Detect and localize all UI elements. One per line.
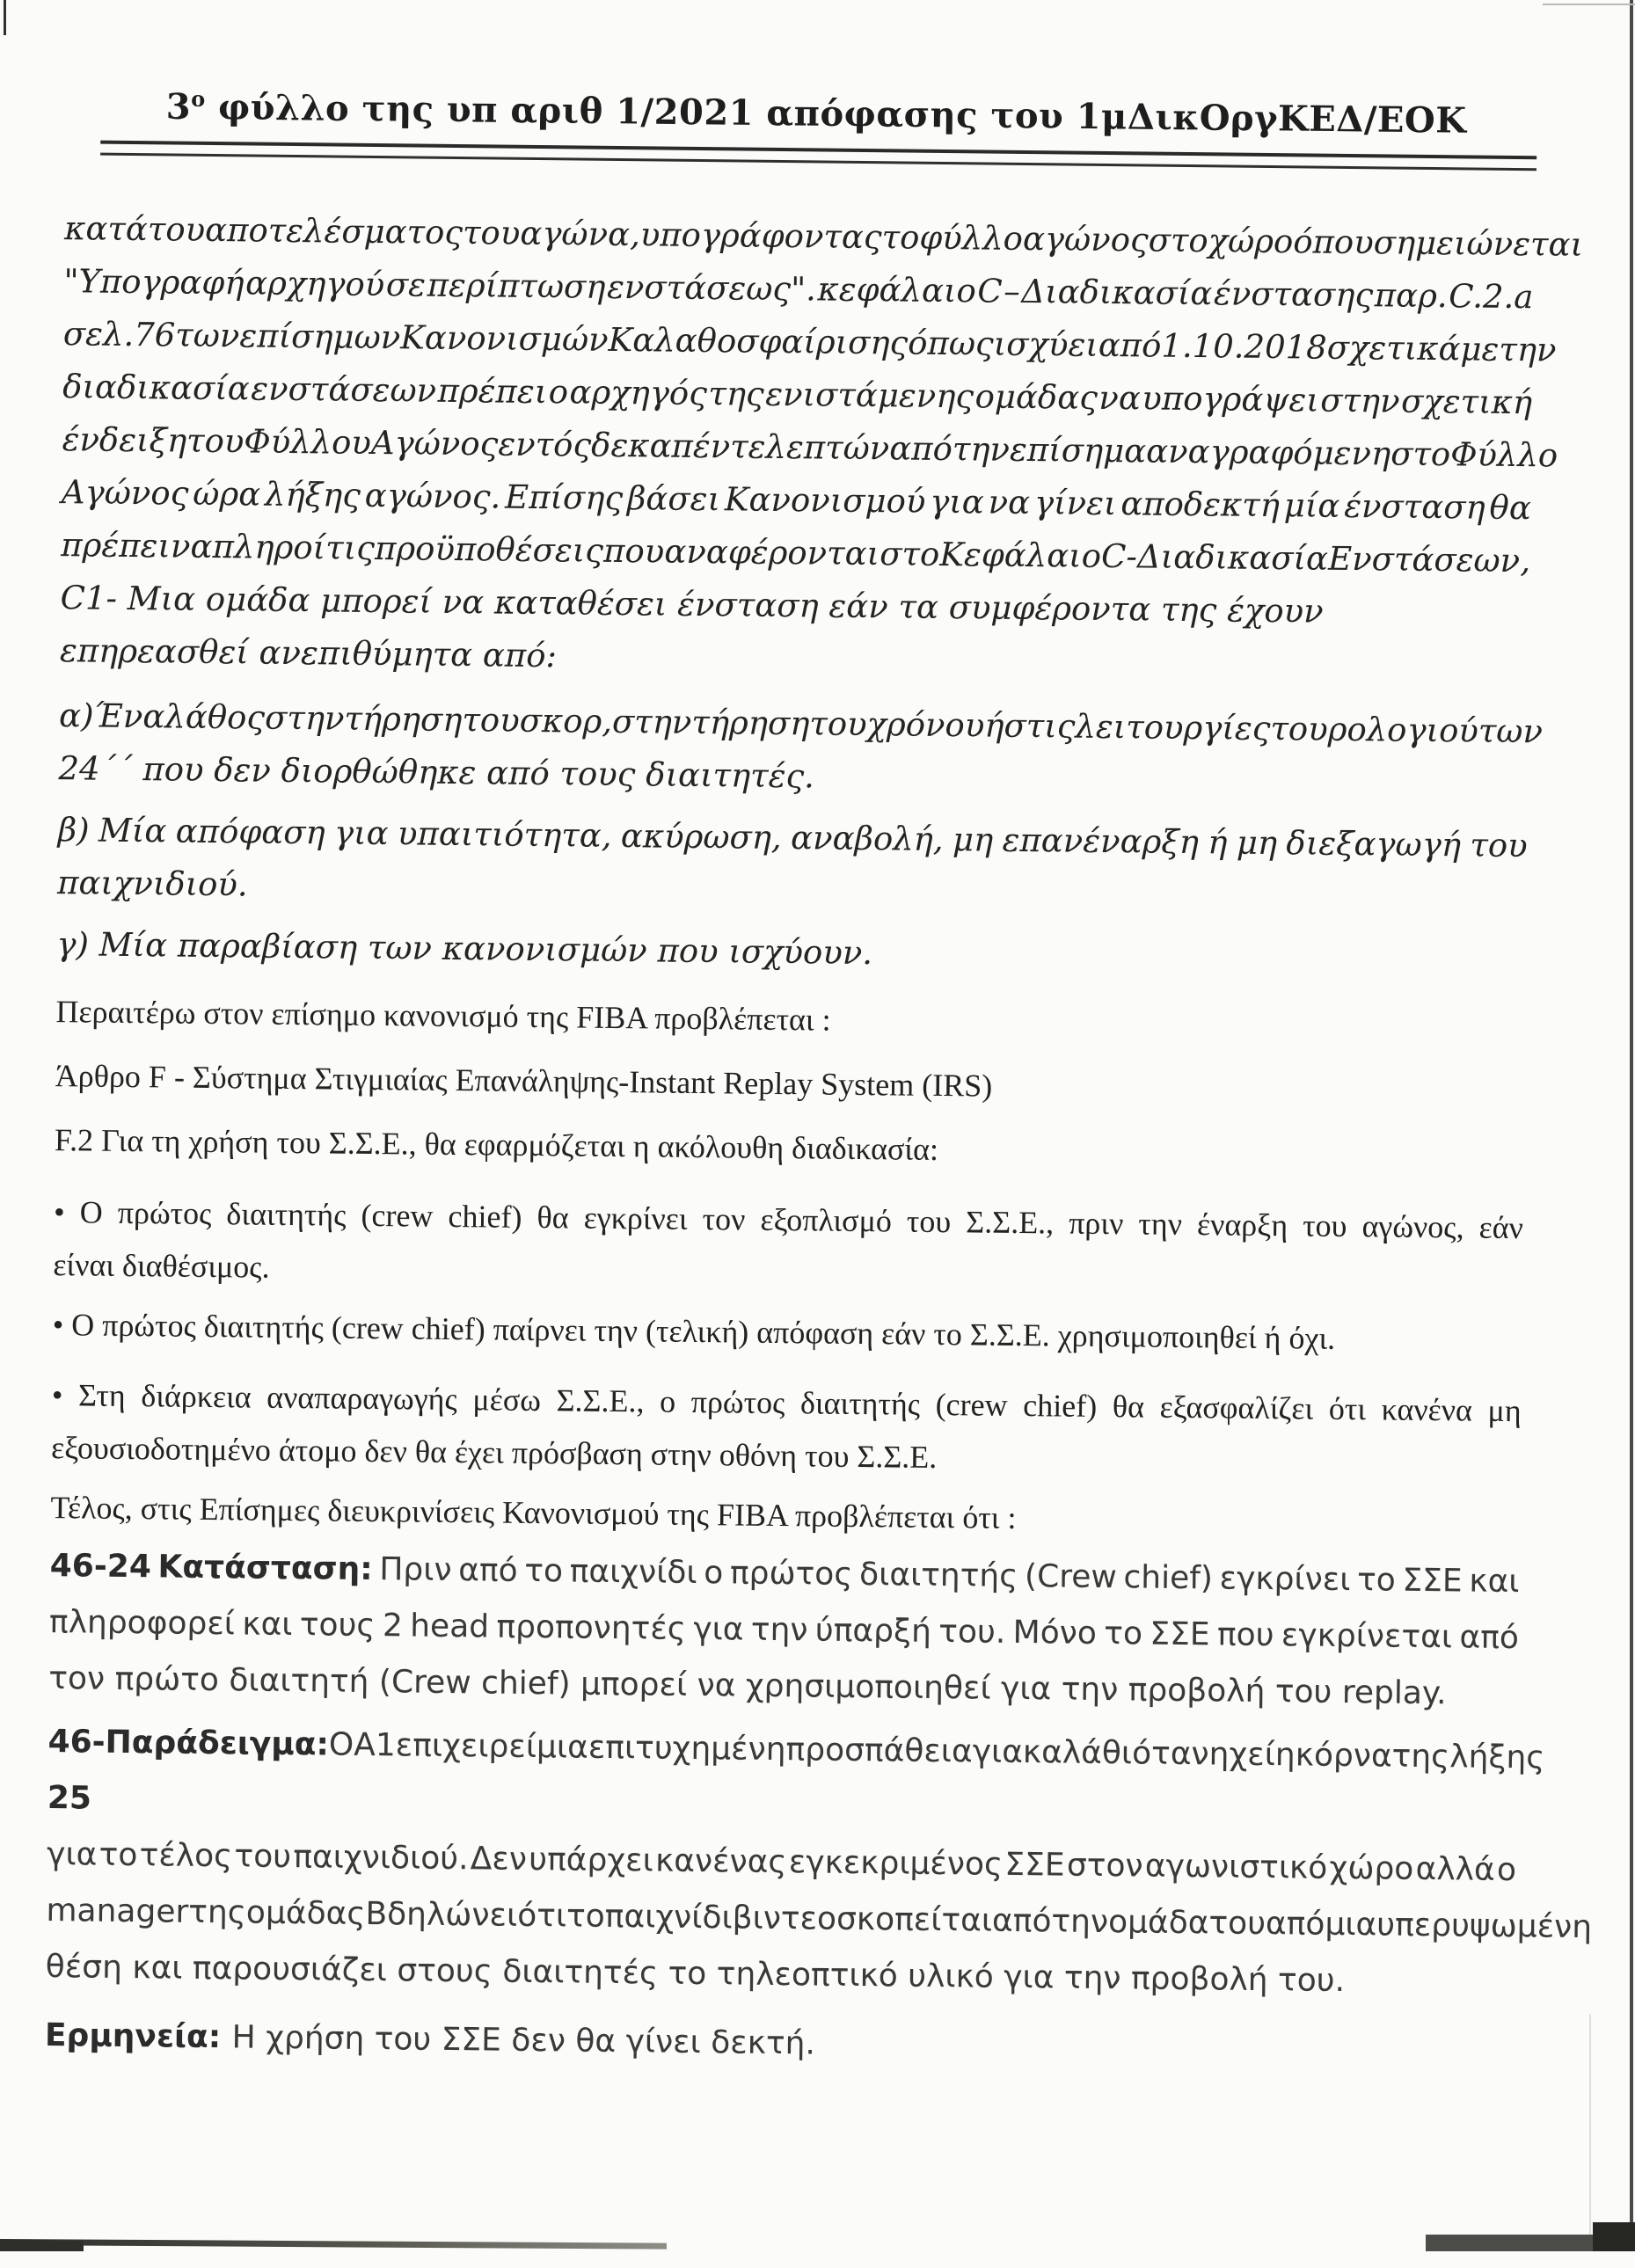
title-ordinal: ο (191, 85, 206, 112)
para-bullet-3 (51, 1368, 1522, 1490)
text-line: είναι διαθέσιμος. (53, 1247, 270, 1286)
para-continuation (59, 202, 1584, 693)
para-interpretation (45, 2008, 1515, 2080)
text-line: σελ. 76 των επίσημων Κανονισμών Καλαθοσφαίρισης όπως ισχύει από 1.10.2018 σχετικά με την (62, 315, 1557, 369)
para-bullet-2 (52, 1298, 1522, 1367)
text-line: "Υπογραφή αρχηγού σε περίπτωση ενστάσεως". κεφάλαιο C – Διαδικασία ένστασης παρ. C.2.a (63, 262, 1534, 317)
para-46-24 (48, 1538, 1520, 1723)
scan-corner-bottom-left (0, 2241, 84, 2251)
para-article-f (55, 1049, 1525, 1118)
text-line: • Στη διάρκεια αναπαραγωγής μέσω Σ.Σ.Ε., ο πρώτος διαιτητής (crew chief) θα εξασφαλίζει ότι κανένα μη (51, 1377, 1522, 1429)
title-number: 3 (165, 85, 192, 128)
text-line: C1- Μια ομάδα μπορεί να καταθέσει ένσταση εάν τα συμφέροντα της έχουν (60, 579, 1324, 631)
para-f2 (55, 1113, 1525, 1182)
page-title (0, 84, 1634, 142)
paper-edge-shadow (1589, 2014, 1591, 2251)
scan-hairline-top-right (1543, 4, 1635, 5)
text-line: Άρθρο F - Σύστημα Στιγμιαίας Επανάληψης-Instant Replay System (IRS) (55, 1058, 993, 1104)
para-reason-a (58, 689, 1544, 811)
para-reason-c (56, 918, 1527, 987)
document-body (0, 202, 1632, 2082)
text-line: α) Ένα λάθος στην τήρηση του σκορ, στην τήρηση του χρόνου ή στις λειτουργίες του ρολογιού των (58, 696, 1544, 751)
text-line: για το τέλος του παιχνιδιού. Δεν υπάρχει κανένας εγκεκριμένος ΣΣΕ στον αγωνιστικό χώρο αλλά ο (46, 1836, 1517, 1889)
text-line: τον πρώτο διαιτητή (Crew chief) μπορεί να χρησιμοποιηθεί για την προβολή του replay. (48, 1660, 1447, 1712)
text-line: πρέπει να πληροί τις προϋποθέσεις που αναφέρονται στο Κεφάλαιο C- Διαδικασία Ενστάσεων , (61, 526, 1531, 580)
text-line: γ) Μία παραβίαση των κανονισμών που ισχύουν. (56, 925, 873, 973)
text-line: 24΄΄ που δεν διορθώθηκε από τους διαιτητές. (58, 749, 815, 796)
text-line: παιχνιδιού. (56, 864, 248, 904)
para-46-25 (45, 1714, 1593, 2011)
header-double-rule (100, 141, 1536, 171)
title-text: φύλλο της υπ αριθ 1/2021 απόφασης του 1μΔικΟργΚΕΔ/ΕΟΚ (205, 86, 1467, 142)
text-line: κατά του αποτελέσματος του αγώνα, υπογράφοντας το φύλλο αγώνος στο χώρο όπου σημειώνεται (63, 209, 1584, 265)
text-line: εξουσιοδοτημένο άτομο δεν θα έχει πρόσβαση στην οθόνη του Σ.Σ.Ε. (50, 1430, 938, 1476)
page-header (0, 0, 1635, 172)
text-line: διαδικασία ενστάσεων πρέπει ο αρχηγός της ενιστάμενης ομάδας να υπογράψει στην σχετική (62, 368, 1533, 422)
para-telos (50, 1481, 1521, 1550)
text-line: επηρεασθεί ανεπιθύμητα από: (59, 631, 558, 675)
text-line: ένδειξη του Φύλλου Αγώνος εντός δεκαπέντε λεπτών από την επίσημα αναγραφόμενη στο Φύλλο (62, 420, 1558, 475)
scan-mark-top-left (4, 0, 6, 35)
text-line: Ερμηνεία: Η χρήση του ΣΣΕ δεν θα γίνει δεκτή. (44, 2017, 816, 2062)
scan-edge-right (1630, 0, 1633, 2251)
para-reason-b (57, 804, 1528, 925)
text-line: θέση και παρουσιάζει στους διαιτητές το τηλεοπτικό υλικό για την προβολή του. (45, 1949, 1346, 2000)
scan-corner-bottom-right (1593, 2222, 1635, 2251)
text-line: manager της ομάδας Β δηλώνει ότι το παιχνίδι βιντεοσκοπείται από την ομάδα του από μια υπερυψωμένη (46, 1892, 1593, 1946)
text-line: πληροφορεί και τους 2 head προπονητές για την ύπαρξή του. Μόνο το ΣΣΕ που εγκρίνεται από (48, 1604, 1520, 1657)
text-line: Περαιτέρω στον επίσημο κανονισμό της FIBA προβλέπεται : (55, 994, 831, 1038)
text-line: 46-25 Παράδειγμα: Ο Α1 επιχειρεί μια επιτυχημένη προσπάθεια για καλάθι όταν ηχεί η κόρνα της λήξης (47, 1724, 1545, 1817)
text-line: F.2 Για τη χρήση του Σ.Σ.Ε., θα εφαρμόζεται η ακόλουθη διαδικασία: (54, 1122, 939, 1168)
text-line: • Ο πρώτος διαιτητής (crew chief) θα εγκρίνει τον εξοπλισμό του Σ.Σ.Ε., πριν την έναρξη του αγώνος, εάν (53, 1194, 1524, 1246)
text-line: β) Μία απόφαση για υπαιτιότητα, ακύρωση, αναβολή, μη επανέναρξη ή μη διεξαγωγή του (57, 811, 1528, 865)
text-line: 46-24 Κατάσταση: Πριν από το παιχνίδι ο πρώτος διαιτητής (Crew chief) εγκρίνει το ΣΣΕ και (49, 1548, 1520, 1601)
text-line: Αγώνος ώρα λήξης αγώνος. Επίσης βάσει Κανονισμού για να γίνει αποδεκτή μία ένσταση θα (61, 473, 1532, 528)
text-line: Τέλος, στις Επίσημες διευκρινίσεις Κανονισμού της FIBA προβλέπεται ότι : (50, 1490, 1017, 1536)
text-line: • Ο πρώτος διαιτητής (crew chief) παίρνει την (τελική) απόφαση εάν το Σ.Σ.Ε. χρησιμοποιηθεί ή όχι. (52, 1307, 1336, 1357)
para-fiba-intro (55, 985, 1526, 1054)
para-bullet-1 (53, 1185, 1523, 1307)
